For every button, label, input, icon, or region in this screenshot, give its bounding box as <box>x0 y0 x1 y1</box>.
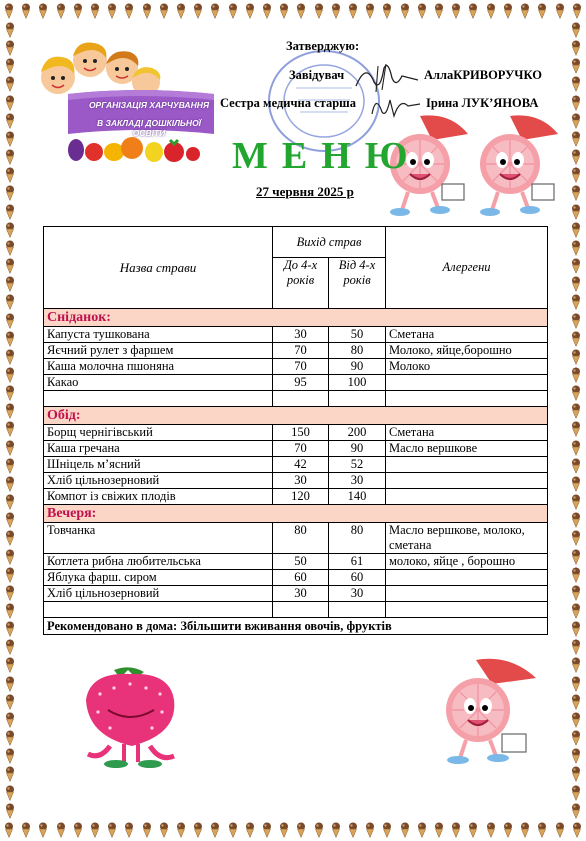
ice-cream-cone-icon <box>434 3 444 19</box>
ice-cream-cone-icon <box>417 822 427 838</box>
ice-cream-cone-icon <box>571 185 581 201</box>
portion-over-4: 80 <box>329 523 386 554</box>
ice-cream-cone-icon <box>5 530 15 546</box>
ice-cream-cone-icon <box>348 822 358 838</box>
section-header <box>44 505 548 523</box>
ice-cream-cone-icon <box>571 113 581 129</box>
ice-cream-cone-icon <box>5 40 15 56</box>
ice-cream-cone-icon <box>5 58 15 74</box>
ice-cream-cone-icon <box>5 385 15 401</box>
ice-cream-cone-icon <box>571 131 581 147</box>
ice-cream-cone-icon <box>486 3 496 19</box>
logo-line-1: ОРГАНІЗАЦІЯ ХАРЧУВАННЯ <box>88 100 210 110</box>
ice-cream-cone-icon <box>571 694 581 710</box>
ice-cream-cone-icon <box>555 3 565 19</box>
ice-cream-cone-icon <box>5 748 15 764</box>
ice-cream-cone-icon <box>5 603 15 619</box>
ice-cream-cone-icon <box>348 3 358 19</box>
ice-cream-cone-icon <box>537 3 547 19</box>
dish-name <box>44 602 273 618</box>
table-row <box>44 570 548 586</box>
allergens: Масло вершкове, молоко, сметана <box>386 523 548 554</box>
ice-cream-cone-icon <box>5 76 15 92</box>
ice-cream-cone-icon <box>400 822 410 838</box>
ice-cream-cone-icon <box>486 822 496 838</box>
portion-under-4: 70 <box>273 343 329 359</box>
allergens: Масло вершкове <box>386 441 548 457</box>
ice-cream-cone-icon <box>210 3 220 19</box>
portion-over-4: 100 <box>329 375 386 391</box>
ice-cream-cone-icon <box>5 240 15 256</box>
portion-under-4: 50 <box>273 554 329 570</box>
ice-cream-cone-icon <box>571 803 581 819</box>
allergens <box>386 570 548 586</box>
ice-cream-cone-icon <box>56 822 66 838</box>
ice-cream-cone-icon <box>572 3 582 19</box>
ice-cream-cone-icon <box>571 349 581 365</box>
ice-cream-cone-icon <box>21 822 31 838</box>
ice-cream-cone-icon <box>451 3 461 19</box>
ice-cream-cone-icon <box>193 3 203 19</box>
dish-name: Борщ чернігівський <box>44 425 273 441</box>
page-title: МЕНЮ <box>232 135 422 177</box>
ice-cream-cone-icon <box>5 494 15 510</box>
allergens: Сметана <box>386 327 548 343</box>
signature-icon <box>352 58 422 94</box>
portion-over-4: 50 <box>329 327 386 343</box>
ice-cream-cone-icon <box>314 3 324 19</box>
ice-cream-cone-icon <box>5 440 15 456</box>
portion-under-4: 42 <box>273 457 329 473</box>
ice-cream-cone-icon <box>571 785 581 801</box>
portion-under-4: 60 <box>273 570 329 586</box>
ice-cream-cone-icon <box>5 331 15 347</box>
dish-name: Котлета рибна любительська <box>44 554 273 570</box>
ice-cream-cone-icon <box>331 3 341 19</box>
allergens <box>386 375 548 391</box>
allergens: Молоко <box>386 359 548 375</box>
ice-cream-cone-icon <box>5 621 15 637</box>
ice-cream-cone-icon <box>5 113 15 129</box>
portion-over-4: 30 <box>329 586 386 602</box>
portion-under-4: 70 <box>273 441 329 457</box>
head-title: Завідувач <box>289 68 345 82</box>
ice-cream-cone-icon <box>296 3 306 19</box>
right-border <box>568 22 584 819</box>
ice-cream-cone-icon <box>73 3 83 19</box>
portion-under-4: 30 <box>273 327 329 343</box>
portion-over-4: 60 <box>329 570 386 586</box>
table-row <box>44 473 548 489</box>
left-border <box>2 22 18 819</box>
ice-cream-cone-icon <box>5 676 15 692</box>
ice-cream-cone-icon <box>468 822 478 838</box>
ice-cream-cone-icon <box>5 458 15 474</box>
ice-cream-cone-icon <box>571 639 581 655</box>
ice-cream-cone-icon <box>21 3 31 19</box>
ice-cream-cone-icon <box>176 3 186 19</box>
ice-cream-cone-icon <box>38 3 48 19</box>
allergens <box>386 457 548 473</box>
nurse-title: Сестра медична старша <box>220 96 356 110</box>
ice-cream-cone-icon <box>571 567 581 583</box>
ice-cream-cone-icon <box>571 367 581 383</box>
ice-cream-cone-icon <box>5 204 15 220</box>
ice-cream-cone-icon <box>5 367 15 383</box>
ice-cream-cone-icon <box>571 258 581 274</box>
dish-name: Хліб цільнозерновий <box>44 586 273 602</box>
dish-name: Компот із свіжих плодів <box>44 489 273 505</box>
section-title: Обід: <box>44 407 548 425</box>
ice-cream-cone-icon <box>571 40 581 56</box>
ice-cream-cone-icon <box>571 149 581 165</box>
portion-over-4: 30 <box>329 473 386 489</box>
ice-cream-cone-icon <box>279 822 289 838</box>
ice-cream-cone-icon <box>571 385 581 401</box>
ice-cream-cone-icon <box>571 240 581 256</box>
ice-cream-cone-icon <box>451 822 461 838</box>
portion-over-4: 140 <box>329 489 386 505</box>
table-row <box>44 523 548 554</box>
portion-under-4: 80 <box>273 523 329 554</box>
ice-cream-cone-icon <box>5 712 15 728</box>
ice-cream-cone-icon <box>56 3 66 19</box>
section-header <box>44 309 548 327</box>
ice-cream-cone-icon <box>382 3 392 19</box>
ice-cream-cone-icon <box>571 204 581 220</box>
allergens: Сметана <box>386 425 548 441</box>
ice-cream-cone-icon <box>571 95 581 111</box>
ice-cream-cone-icon <box>5 149 15 165</box>
dish-name: Яблука фарш. сиром <box>44 570 273 586</box>
menu-date: 27 червня 2025 р <box>256 184 354 199</box>
ice-cream-cone-icon <box>5 766 15 782</box>
ice-cream-cone-icon <box>571 676 581 692</box>
dish-name: Капуста тушкована <box>44 327 273 343</box>
ice-cream-cone-icon <box>73 822 83 838</box>
portion-over-4 <box>329 602 386 618</box>
ice-cream-cone-icon <box>5 167 15 183</box>
ice-cream-cone-icon <box>5 313 15 329</box>
table-row <box>44 359 548 375</box>
table-row <box>44 391 548 407</box>
column-header-allergens: Алергени <box>386 227 548 309</box>
table-row <box>44 554 548 570</box>
ice-cream-cone-icon <box>520 3 530 19</box>
ice-cream-cone-icon <box>468 3 478 19</box>
dish-name: Хліб цільнозерновий <box>44 473 273 489</box>
table-row <box>44 489 548 505</box>
ice-cream-cone-icon <box>571 657 581 673</box>
ice-cream-cone-icon <box>176 822 186 838</box>
ice-cream-cone-icon <box>5 185 15 201</box>
ice-cream-cone-icon <box>228 3 238 19</box>
ice-cream-cone-icon <box>571 512 581 528</box>
ice-cream-cone-icon <box>90 822 100 838</box>
ice-cream-cone-icon <box>262 822 272 838</box>
ice-cream-cone-icon <box>5 349 15 365</box>
dish-name: Каша гречана <box>44 441 273 457</box>
ice-cream-cone-icon <box>5 512 15 528</box>
portion-over-4: 52 <box>329 457 386 473</box>
ice-cream-cone-icon <box>331 822 341 838</box>
head-name: АллаКРИВОРУЧКО <box>424 68 542 82</box>
ice-cream-cone-icon <box>107 3 117 19</box>
top-border <box>4 2 582 20</box>
ice-cream-cone-icon <box>228 822 238 838</box>
ice-cream-cone-icon <box>245 3 255 19</box>
ice-cream-cone-icon <box>124 3 134 19</box>
ice-cream-cone-icon <box>571 549 581 565</box>
portion-over-4 <box>329 391 386 407</box>
bottom-border <box>4 821 582 839</box>
ice-cream-cone-icon <box>5 421 15 437</box>
ice-cream-cone-icon <box>5 639 15 655</box>
menu-table <box>43 226 548 635</box>
grapefruit-character-icon <box>436 654 540 766</box>
ice-cream-cone-icon <box>5 276 15 292</box>
ice-cream-cone-icon <box>245 822 255 838</box>
ice-cream-cone-icon <box>571 167 581 183</box>
portion-over-4: 80 <box>329 343 386 359</box>
ice-cream-cone-icon <box>571 313 581 329</box>
ice-cream-cone-icon <box>159 3 169 19</box>
ice-cream-cone-icon <box>142 3 152 19</box>
ice-cream-cone-icon <box>572 822 582 838</box>
ice-cream-cone-icon <box>571 621 581 637</box>
recommendation-footer: Рекомендовано в дома: Збільшити вживання овочів, фруктів <box>44 618 548 635</box>
ice-cream-cone-icon <box>571 222 581 238</box>
allergens <box>386 473 548 489</box>
strawberry-character-icon <box>70 664 192 774</box>
table-row <box>44 441 548 457</box>
ice-cream-cone-icon <box>4 3 14 19</box>
ice-cream-cone-icon <box>537 822 547 838</box>
portion-under-4 <box>273 391 329 407</box>
dish-name: Шніцель м’ясний <box>44 457 273 473</box>
nurse-name: Ірина ЛУК’ЯНОВА <box>426 96 539 110</box>
ice-cream-cone-icon <box>5 476 15 492</box>
allergens <box>386 489 548 505</box>
dish-name: Яєчний рулет з фаршем <box>44 343 273 359</box>
ice-cream-cone-icon <box>571 530 581 546</box>
ice-cream-cone-icon <box>5 730 15 746</box>
dish-name: Какао <box>44 375 273 391</box>
portion-under-4 <box>273 602 329 618</box>
ice-cream-cone-icon <box>571 294 581 310</box>
allergens: Молоко, яйце,борошно <box>386 343 548 359</box>
ice-cream-cone-icon <box>571 712 581 728</box>
ice-cream-cone-icon <box>314 822 324 838</box>
ice-cream-cone-icon <box>571 748 581 764</box>
ice-cream-cone-icon <box>365 822 375 838</box>
allergens <box>386 602 548 618</box>
ice-cream-cone-icon <box>5 22 15 38</box>
ice-cream-cone-icon <box>5 803 15 819</box>
ice-cream-cone-icon <box>5 294 15 310</box>
portion-over-4: 61 <box>329 554 386 570</box>
ice-cream-cone-icon <box>503 822 513 838</box>
section-title: Сніданок: <box>44 309 548 327</box>
portion-under-4: 30 <box>273 473 329 489</box>
ice-cream-cone-icon <box>571 58 581 74</box>
kindergarten-logo-icon <box>28 22 218 172</box>
portion-over-4: 90 <box>329 359 386 375</box>
ice-cream-cone-icon <box>417 3 427 19</box>
grapefruit-character-icon <box>470 112 562 218</box>
portion-under-4: 150 <box>273 425 329 441</box>
table-row <box>44 343 548 359</box>
portion-under-4: 95 <box>273 375 329 391</box>
ice-cream-cone-icon <box>279 3 289 19</box>
table-row <box>44 602 548 618</box>
portion-over-4: 90 <box>329 441 386 457</box>
logo-line-2: В ЗАКЛАДІ ДОШКІЛЬНОЇ ОСВІТИ <box>96 118 202 138</box>
ice-cream-cone-icon <box>107 822 117 838</box>
section-header <box>44 407 548 425</box>
table-row <box>44 586 548 602</box>
table-row <box>44 425 548 441</box>
ice-cream-cone-icon <box>571 22 581 38</box>
ice-cream-cone-icon <box>5 222 15 238</box>
portion-under-4: 120 <box>273 489 329 505</box>
ice-cream-cone-icon <box>296 822 306 838</box>
dish-name: Каша молочна пшоняна <box>44 359 273 375</box>
ice-cream-cone-icon <box>5 567 15 583</box>
portion-over-4: 200 <box>329 425 386 441</box>
table-row <box>44 375 548 391</box>
ice-cream-cone-icon <box>5 585 15 601</box>
allergens <box>386 391 548 407</box>
portion-under-4: 70 <box>273 359 329 375</box>
ice-cream-cone-icon <box>159 822 169 838</box>
ice-cream-cone-icon <box>571 458 581 474</box>
ice-cream-cone-icon <box>571 276 581 292</box>
table-row <box>44 457 548 473</box>
ice-cream-cone-icon <box>5 258 15 274</box>
ice-cream-cone-icon <box>571 421 581 437</box>
ice-cream-cone-icon <box>4 822 14 838</box>
ice-cream-cone-icon <box>365 3 375 19</box>
ice-cream-cone-icon <box>5 785 15 801</box>
ice-cream-cone-icon <box>571 476 581 492</box>
ice-cream-cone-icon <box>5 694 15 710</box>
ice-cream-cone-icon <box>142 822 152 838</box>
ice-cream-cone-icon <box>38 822 48 838</box>
ice-cream-cone-icon <box>555 822 565 838</box>
ice-cream-cone-icon <box>503 3 513 19</box>
ice-cream-cone-icon <box>571 331 581 347</box>
column-header-dish: Назва страви <box>44 227 273 309</box>
ice-cream-cone-icon <box>400 3 410 19</box>
ice-cream-cone-icon <box>571 440 581 456</box>
ice-cream-cone-icon <box>571 730 581 746</box>
ice-cream-cone-icon <box>382 822 392 838</box>
ice-cream-cone-icon <box>5 131 15 147</box>
column-header-age-over-4: Від 4-х років <box>329 258 386 309</box>
column-header-output: Вихід страв <box>273 227 386 258</box>
ice-cream-cone-icon <box>124 822 134 838</box>
column-header-age-under-4: До 4-х років <box>273 258 329 309</box>
ice-cream-cone-icon <box>5 95 15 111</box>
ice-cream-cone-icon <box>210 822 220 838</box>
ice-cream-cone-icon <box>571 494 581 510</box>
ice-cream-cone-icon <box>434 822 444 838</box>
ice-cream-cone-icon <box>5 657 15 673</box>
ice-cream-cone-icon <box>571 766 581 782</box>
ice-cream-cone-icon <box>5 403 15 419</box>
ice-cream-cone-icon <box>571 603 581 619</box>
portion-under-4: 30 <box>273 586 329 602</box>
section-title: Вечеря: <box>44 505 548 523</box>
dish-name: Товчанка <box>44 523 273 554</box>
ice-cream-cone-icon <box>571 403 581 419</box>
allergens <box>386 586 548 602</box>
ice-cream-cone-icon <box>571 76 581 92</box>
approve-label: Затверджую: <box>286 39 360 53</box>
ice-cream-cone-icon <box>90 3 100 19</box>
ice-cream-cone-icon <box>262 3 272 19</box>
table-row <box>44 327 548 343</box>
allergens: молоко, яйце , борошно <box>386 554 548 570</box>
ice-cream-cone-icon <box>193 822 203 838</box>
ice-cream-cone-icon <box>5 549 15 565</box>
ice-cream-cone-icon <box>571 585 581 601</box>
ice-cream-cone-icon <box>520 822 530 838</box>
dish-name <box>44 391 273 407</box>
